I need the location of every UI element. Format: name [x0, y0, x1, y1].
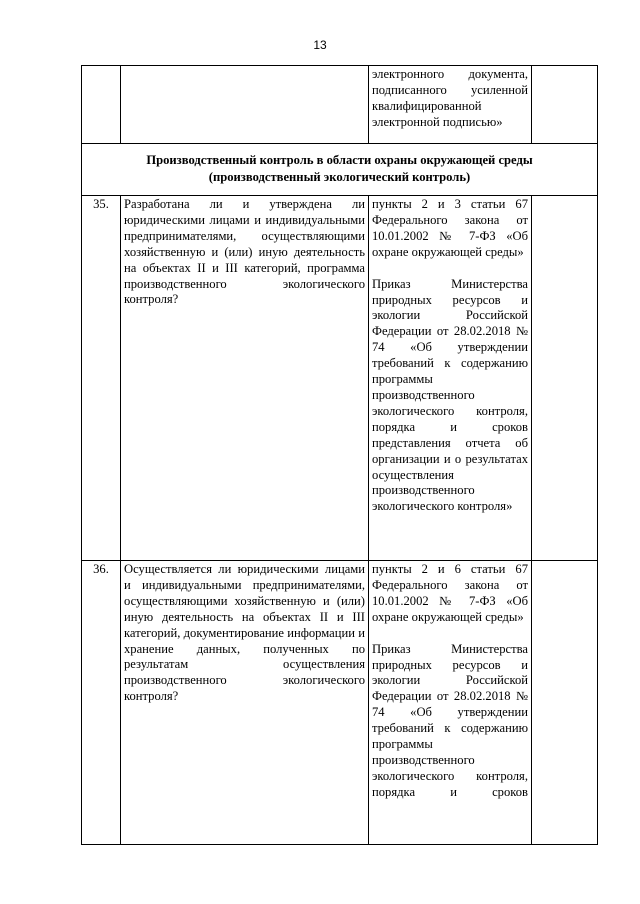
section-title [82, 144, 598, 196]
row-number-cell [82, 66, 121, 144]
row-number-cell: 36. [82, 561, 121, 845]
answer-cell [532, 561, 598, 845]
answer-cell [532, 66, 598, 144]
table-row-35 [82, 196, 598, 561]
row-number-cell: 35. [82, 196, 121, 561]
page-number: 13 [313, 38, 327, 52]
legal-reference-order: Приказ Министерства природных ресурсов и экологии Российской Федерации от 28.02.2018 № 74 «Об утверждении требований к содержанию программы производственного экологического контроля, порядка и сроков [372, 641, 528, 799]
section-title-line-2: (производственный экологический контроль) [208, 170, 471, 184]
checklist-table [81, 65, 598, 845]
question-cell: Осуществляется ли юридическими лицами и индивидуальными предпринимателями, осуществляющими хозяйственную и (или) иную деятельность на объектах II и III категорий, документирование информации и хранение данных, полученных по результатам осуществления производственного экологического контроля? [121, 561, 369, 845]
legal-reference-cell [369, 196, 532, 561]
table-row-continuation [82, 66, 598, 144]
legal-reference-cell [369, 66, 532, 144]
section-header-row [82, 144, 598, 196]
answer-cell [532, 196, 598, 561]
table-row-36 [82, 561, 598, 845]
question-cell [121, 66, 369, 144]
section-title-line-1: Производственный контроль в области охраны окружающей среды [146, 153, 533, 167]
legal-reference-text: электронного документа, подписанного усиленной квалифицированной электронной подписью» [372, 67, 528, 129]
legal-reference-cell [369, 561, 532, 845]
question-cell: Разработана ли и утверждена ли юридическими лицами и индивидуальными предпринимателями, осуществляющими хозяйственную и (или) иную деятельность на объектах II и III категорий, программа производственного экологического контроля? [121, 196, 369, 561]
legal-reference-law: пункты 2 и 6 статьи 67 Федерального закона от 10.01.2002 № 7-ФЗ «Об охране окружающей среды» [372, 562, 528, 624]
legal-reference-order: Приказ Министерства природных ресурсов и экологии Российской Федерации от 28.02.2018 № 74 «Об утверждении требований к содержанию программы производственного экологического контроля, порядка и сроков представления отчета об организации и о результатах осуществления производственного экологического контроля» [372, 276, 528, 514]
legal-reference-law: пункты 2 и 3 статьи 67 Федерального закона от 10.01.2002 № 7-ФЗ «Об охране окружающей среды» [372, 197, 528, 259]
